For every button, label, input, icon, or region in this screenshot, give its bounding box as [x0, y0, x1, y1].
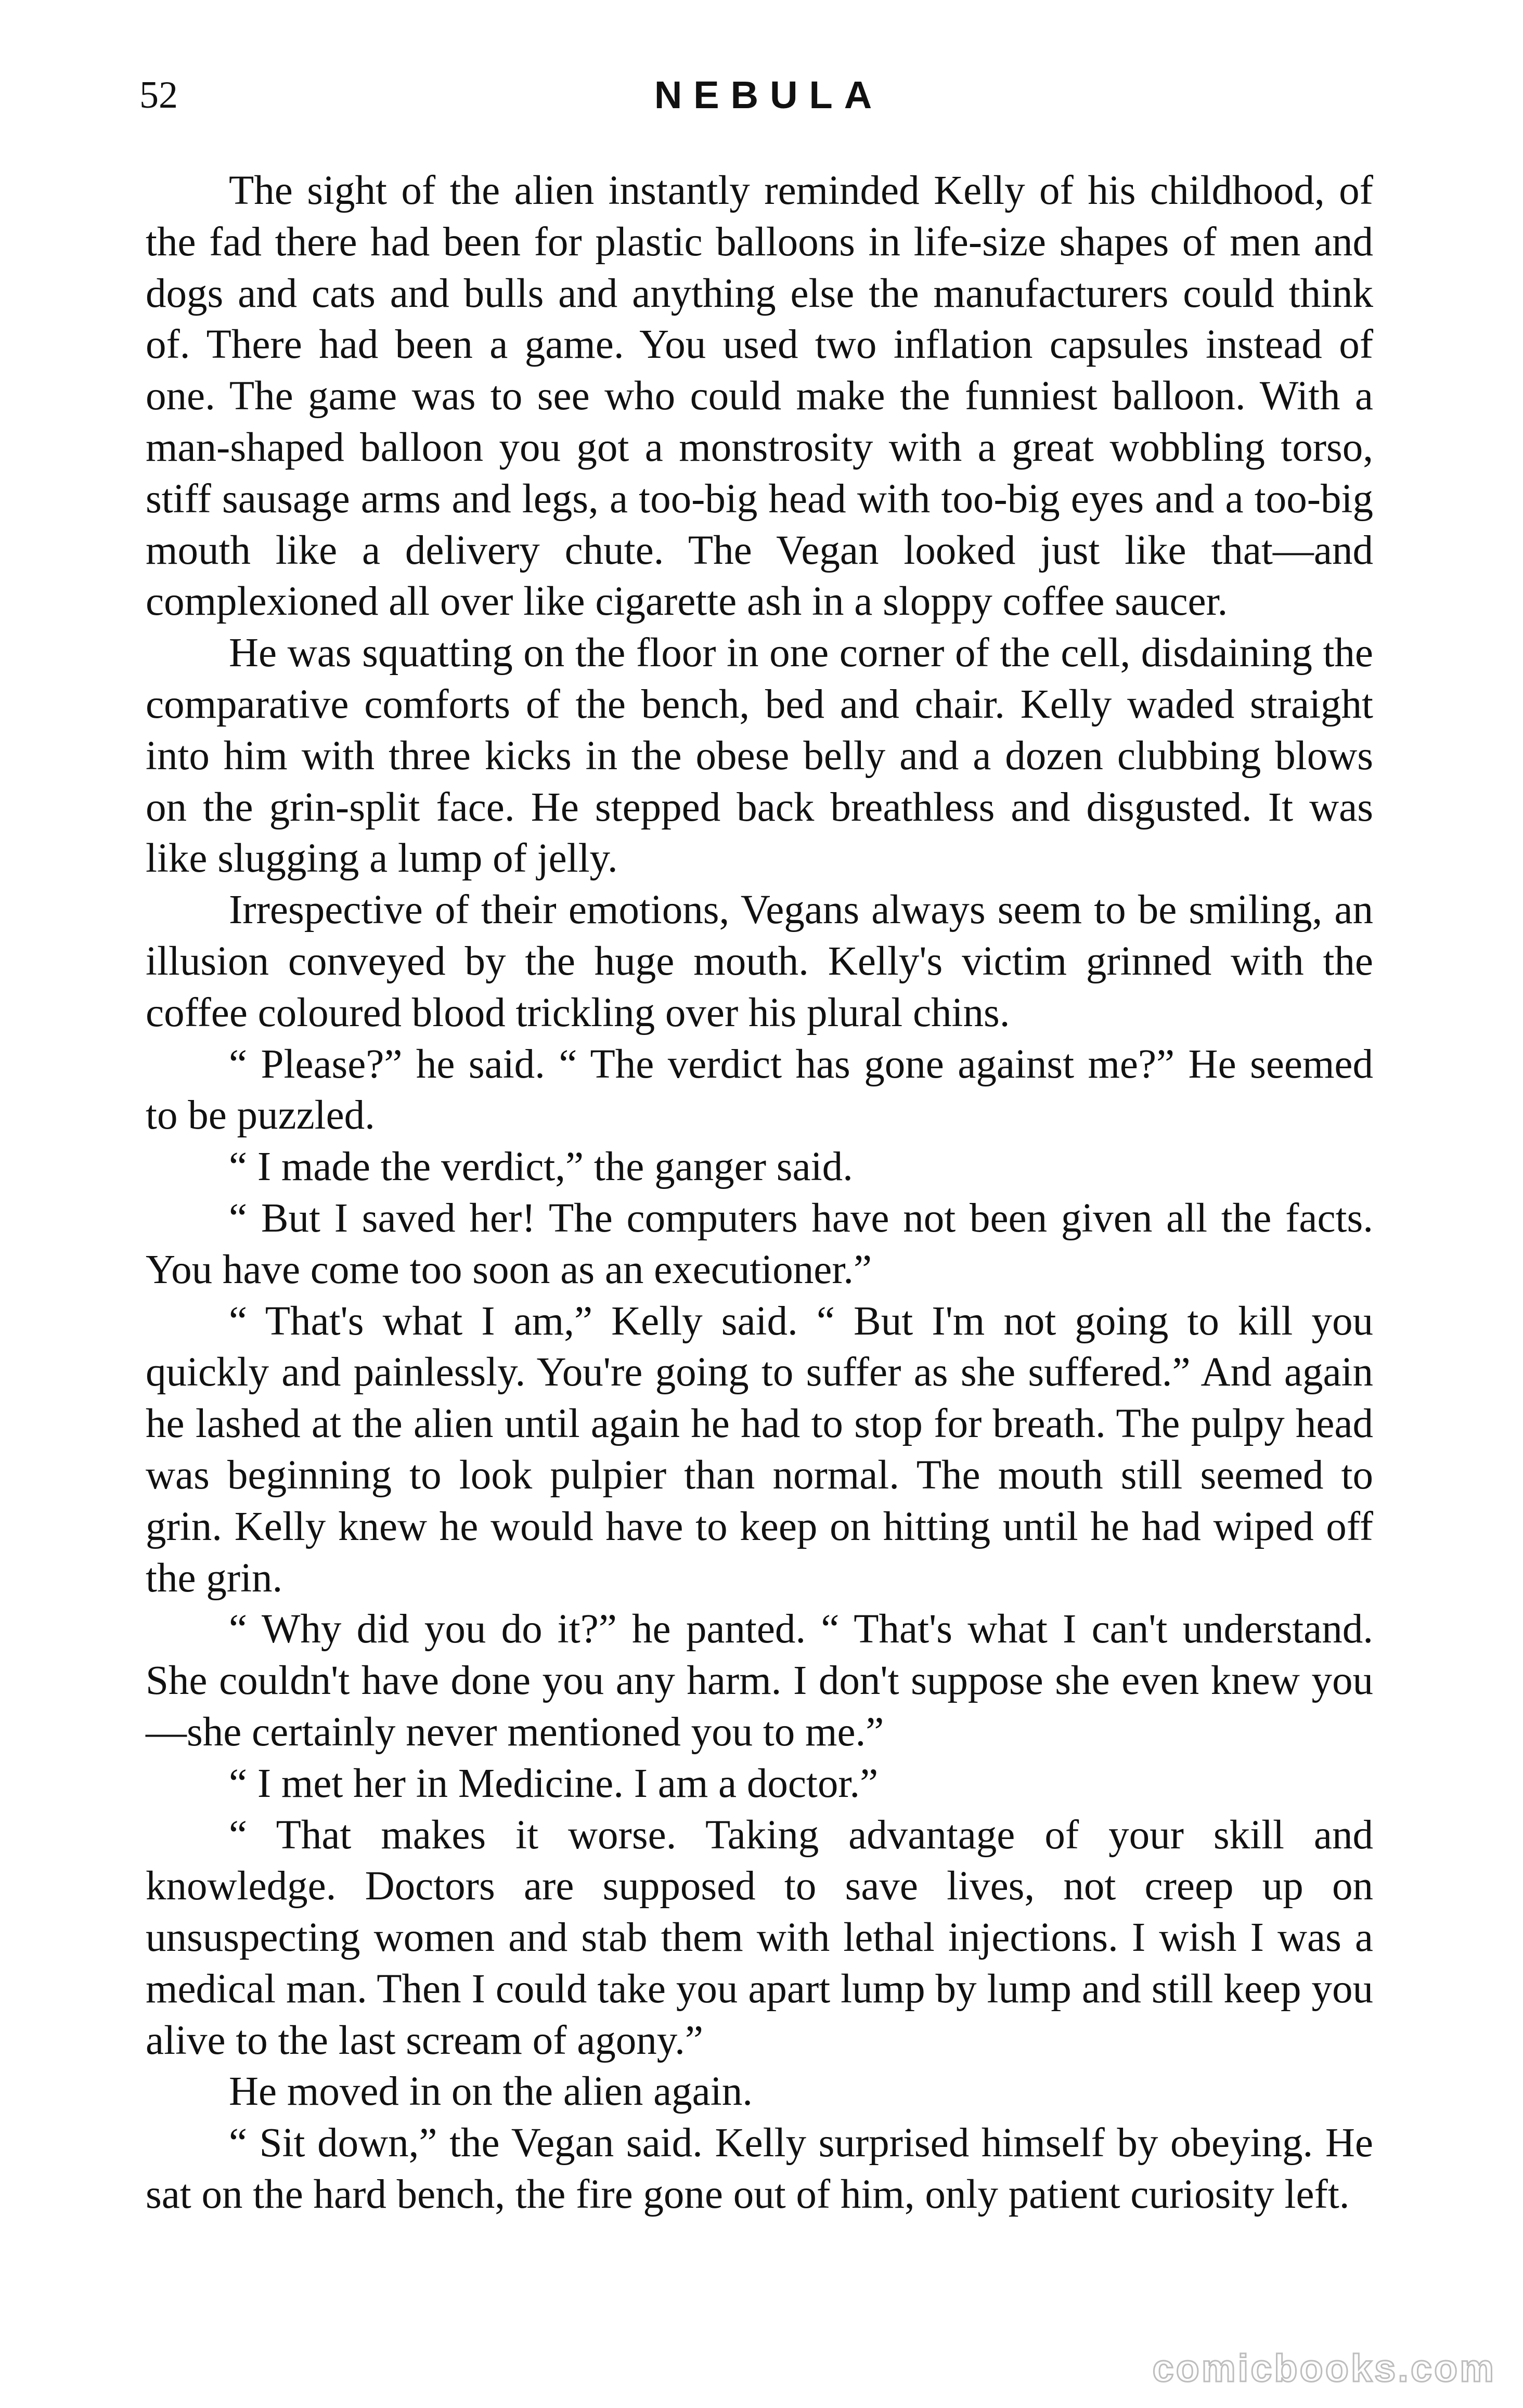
paragraph-4: “ Please?” he said. “ The verdict has gone against me?” He seemed to be puzzled. — [146, 1041, 1373, 1138]
paragraph-11: He moved in on the alien again. — [229, 2069, 753, 2115]
running-title: NEBULA — [654, 73, 884, 116]
watermark: comicbooks.com — [1152, 2347, 1496, 2390]
paragraph-7: “ That's what I am,” Kelly said. “ But I'm not going to kill you quickly and painlessly. You're going to suffer as she suffered.” And again he lashed at the alien until again he had to stop for breath. The pulpy head was beginning to look pulpier than normal. The mouth still seemed to grin. Kelly knew he would have to keep on hitting until he had wiped off the grin. — [146, 1298, 1373, 1601]
paragraph-1: The sight of the alien instantly reminded Kelly of his childhood, of the fad there had been for plastic balloons in life-size shapes of men and dogs and cats and bulls and anything else the manufacturers could think of. There had been a game. You used two inflation capsules instead of one. The game was to see who could make the funniest balloon. With a man-shaped balloon you got a monstrosity with a great wobbling torso, stiff sausage arms and legs, a too-big head with too-big eyes and a too-big mouth like a delivery chute. The Vegan looked just like that—and complexioned all over like cigarette ash in a sloppy coffee saucer. — [146, 168, 1373, 625]
paragraph-10: “ That makes it worse. Taking advantage of your skill and knowledge. Doctors are supposed to save lives, not creep up on unsuspecting women and stab them with lethal injections. I wish I was a medical man. Then I could take you apart lump by lump and still keep you alive to the last scream of agony.” — [146, 1812, 1373, 2063]
paragraph-5: “ I made the verdict,” the ganger said. — [229, 1144, 853, 1190]
paragraph-3: Irrespective of their emotions, Vegans always seem to be smiling, an illusion conveyed by the huge mouth. Kelly's victim grinned with the coffee coloured blood trickling over his plural chins. — [146, 887, 1373, 1035]
paragraph-2: He was squatting on the floor in one corner of the cell, disdaining the comparative comforts of the bench, bed and chair. Kelly waded straight into him with three kicks in the obese belly and a dozen clubbing blows on the grin-split face. He stepped back breathless and disgusted. It was like slugging a lump of jelly. — [146, 630, 1373, 882]
paragraph-6: “ But I saved her! The computers have not been given all the facts. You have come too soon as an executioner.” — [146, 1195, 1373, 1292]
page-header — [139, 67, 1398, 124]
story-text — [146, 165, 1373, 2221]
paragraph-12: “ Sit down,” the Vegan said. Kelly surprised himself by obeying. He sat on the hard bench, the fire gone out of him, only patient curiosity left. — [146, 2120, 1373, 2218]
page-number: 52 — [139, 74, 178, 116]
paragraph-9: “ I met her in Medicine. I am a doctor.” — [229, 1760, 879, 1806]
paragraph-8: “ Why did you do it?” he panted. “ That's what I can't understand. She couldn't have done you any harm. I don't suppose she even knew you—she certainly never mentioned you to me.” — [146, 1607, 1373, 1755]
